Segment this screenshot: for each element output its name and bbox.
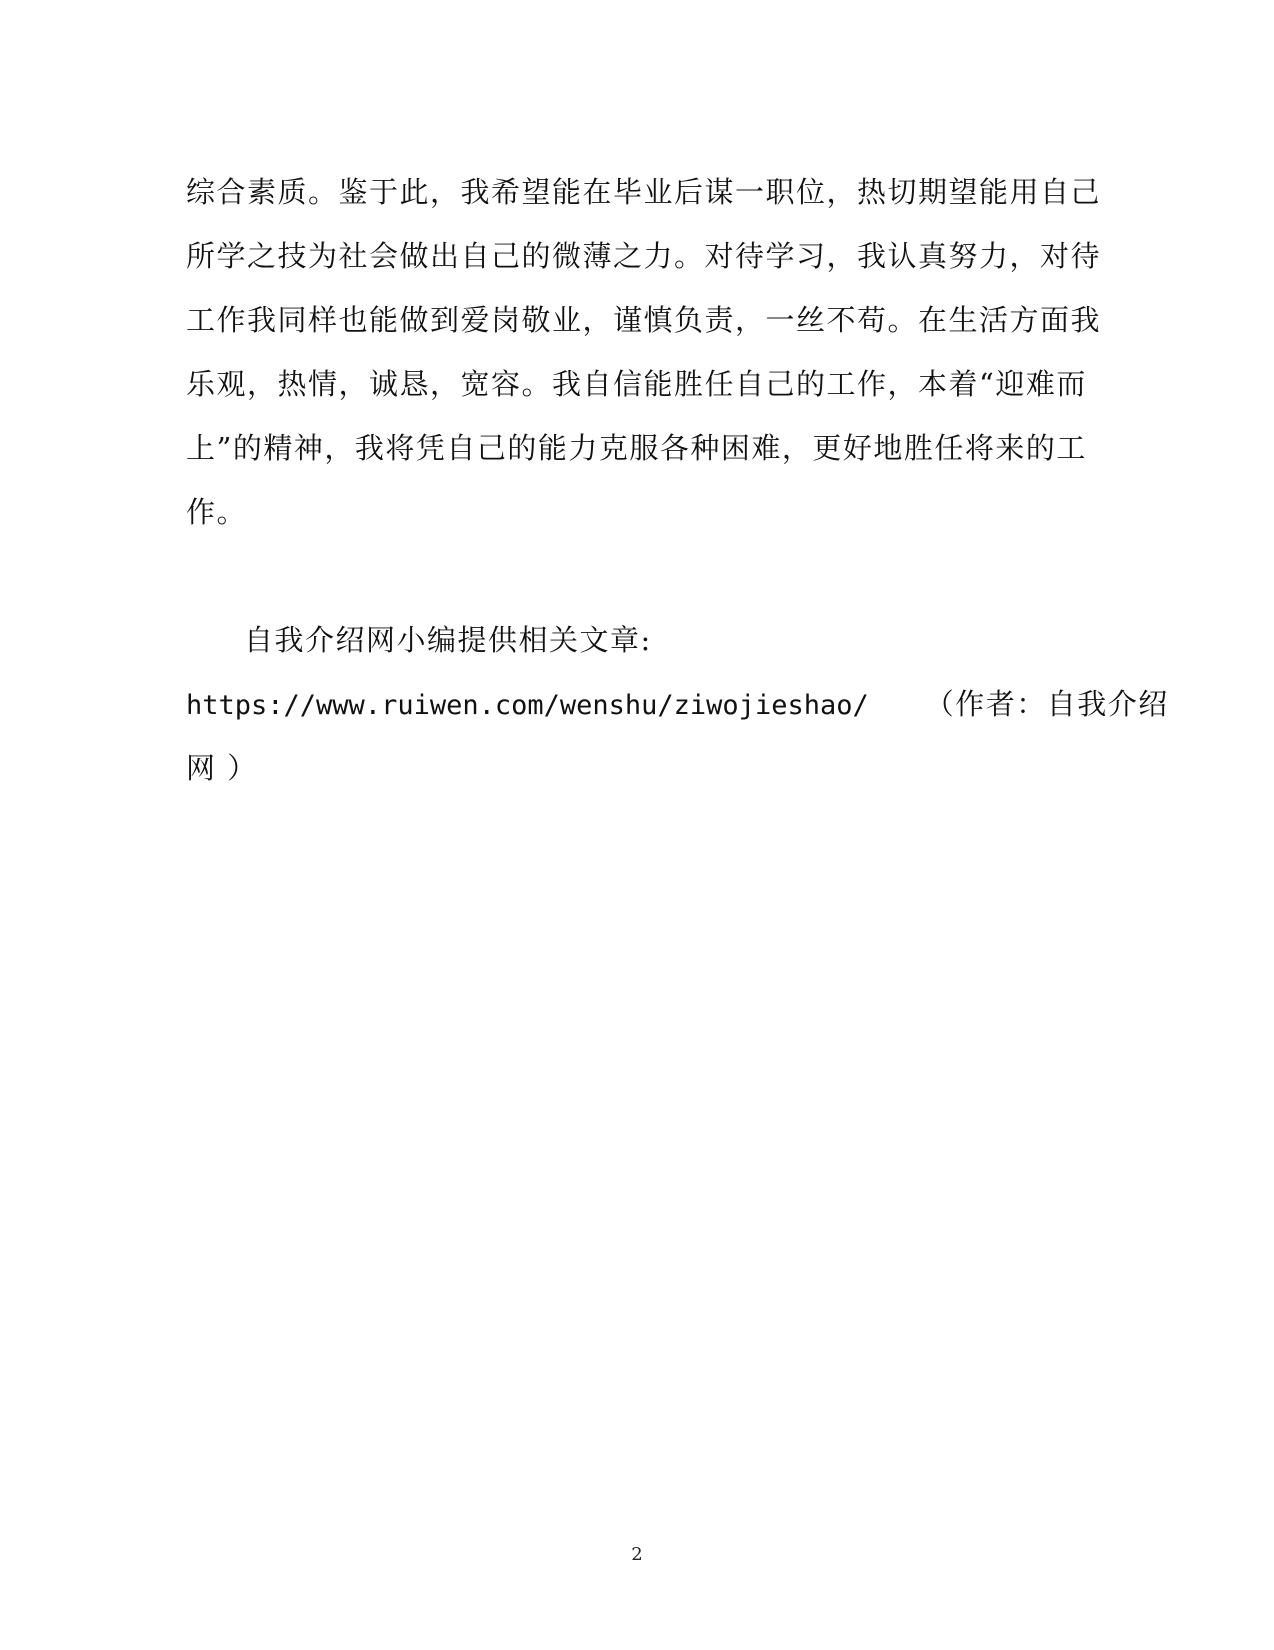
author-credit: （作者：自我介绍 [924,687,1169,721]
paragraph-line: 所学之技为社会做出自己的微薄之力。对待学习，我认真努力，对待 [186,239,1102,273]
blank-line [186,544,1066,608]
paragraph-line: 工作我同样也能做到爱岗敬业，谨慎负责，一丝不苟。在生活方面我 [186,303,1102,337]
related-url-link[interactable]: https://www.ruiwen.com/wenshu/ziwojieshao/ [186,690,869,721]
paragraph-line: 上”的精神，我将凭自己的能力克服各种困难，更好地胜任将来的工 [186,431,1087,465]
paragraph-line: 作。 [186,495,248,529]
body-text [186,160,1169,800]
page-number: 2 [631,1544,643,1565]
paragraph-line: 乐观，热情，诚恳，宽容。我自信能胜任自己的工作，本着“迎难而 [186,367,1087,401]
related-articles-intro: 自我介绍网小编提供相关文章: [244,623,652,657]
author-credit-continued: 网 ） [186,751,258,785]
related-line [186,672,1169,736]
paragraph-line: 综合素质。鉴于此，我希望能在毕业后谋一职位，热切期望能用自己 [186,175,1102,209]
